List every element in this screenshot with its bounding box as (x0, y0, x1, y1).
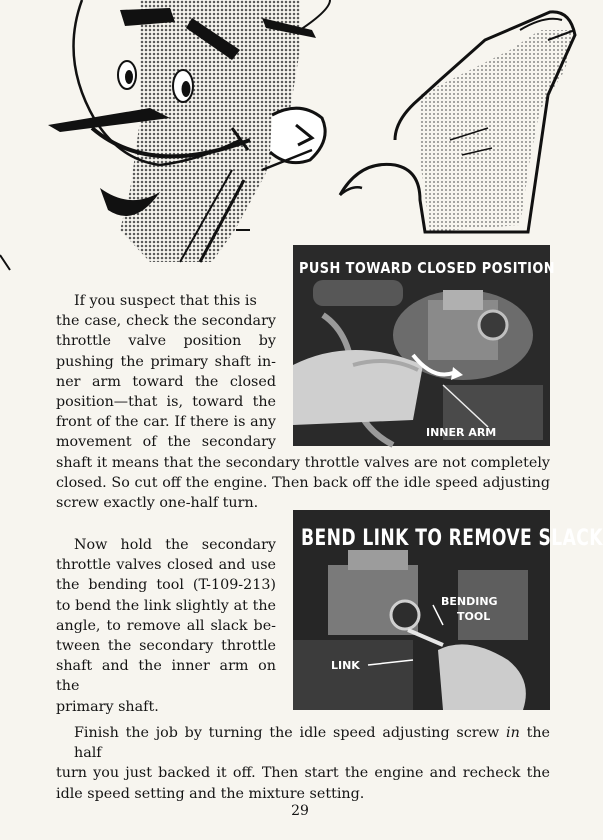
text-line: throttle valve position by (56, 333, 276, 350)
cartoon-face (0, 0, 330, 270)
paragraph-1 (56, 291, 276, 453)
text-line: pushing the primary shaft in- (56, 353, 276, 370)
text-line: shaft it means that the secondary throttle valves are not completely (56, 455, 550, 471)
text-line: angle, to remove all slack be- (56, 617, 276, 634)
emphasis-word: in (506, 725, 520, 741)
bending-tool-label-2: TOOL (457, 610, 491, 623)
text-line: movement of the secondary (56, 434, 276, 451)
text-line: screw exactly one-half turn. (56, 495, 259, 512)
text-line: tween the secondary throttle (56, 638, 276, 655)
text-line: Now hold the secondary (74, 537, 276, 553)
figure-photo-2 (293, 510, 603, 710)
text-line: to bend the link slightly at the (56, 597, 276, 614)
paragraph-2 (56, 535, 276, 717)
link-label: LINK (331, 659, 360, 672)
figure-2-caption: BEND LINK TO REMOVE SLACK (301, 526, 603, 551)
cartoon-illustration (0, 0, 600, 280)
text-line: idle speed setting and the mixture setting. (56, 785, 365, 802)
cartoon-hand (340, 12, 575, 232)
text-line: If you suspect that this is (74, 293, 257, 309)
text-line: the bending tool (T-109-213) (56, 577, 276, 594)
text-fragment: the half (74, 725, 550, 762)
text-line: ner arm toward the closed (56, 373, 276, 390)
text-line: front of the car. If there is any (56, 414, 276, 431)
figure-1-caption: PUSH TOWARD CLOSED POSITION (299, 259, 556, 277)
figure-photo-1 (293, 245, 556, 446)
text-line (56, 723, 550, 763)
paragraph-3 (56, 723, 550, 804)
text-line: turn you just backed it off. Then start the engine and recheck the (56, 765, 550, 782)
bending-tool-label-1: BENDING (441, 595, 498, 608)
paragraph-1-continued (56, 453, 550, 514)
text-line: closed. So cut off the engine. Then back off the idle speed adjusting (56, 475, 550, 492)
text-line: position—that is, toward the (56, 394, 276, 411)
text-line: shaft and the inner arm on the (56, 658, 276, 695)
page-number: 29 (291, 803, 309, 819)
text-line: throttle valves closed and use (56, 557, 276, 574)
inner-arm-label: INNER ARM (426, 426, 497, 439)
text-line: the case, check the secondary (56, 313, 276, 330)
text-fragment: Finish the job by turning the idle speed adjusting screw (74, 725, 507, 741)
text-line: primary shaft. (56, 698, 159, 715)
